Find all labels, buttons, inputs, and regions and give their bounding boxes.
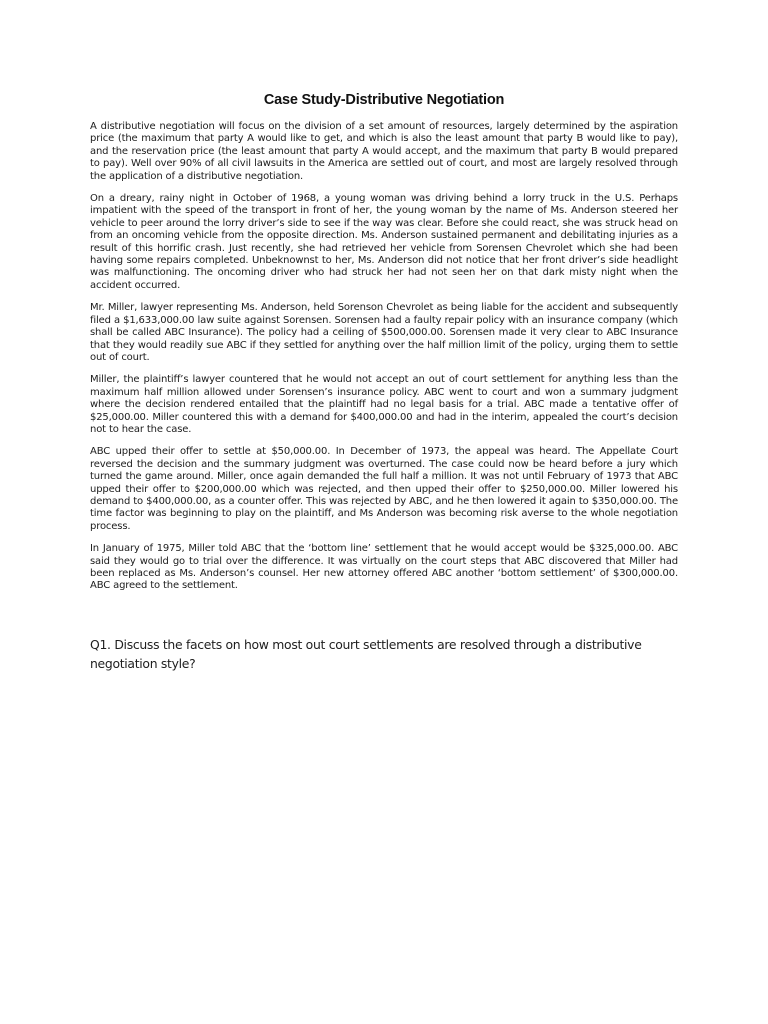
paragraph-counter-offer: Miller, the plaintiff’s lawyer countered that he would not accept an out of court settlement for anything less than the maximum half million allowed under Sorensen’s insurance policy. ABC went to court and won a summary judgment where the decision rendered entailed that the plaintiff had no legal basis for a trial. ABC made a tentative offer of $25,000.00. Miller countered this with a demand for $400,000.00 and had in the interim, appealed the court’s decision not to hear the case. — [90, 374, 678, 435]
paragraph-accident: On a dreary, rainy night in October of 1968, a young woman was driving behind a lorry truck in the U.S. Perhaps impatient with the speed of the transport in front of her, the young woman by the name of Ms. Anderson steered her vehicle to peer around the lorry driver’s side to see if the way was clear. Before she could react, she was struck head on from an oncoming vehicle from the opposite direction. Ms. Anderson sustained permanent and debilitating injuries as a result of this horrific crash. Just recently, she had retrieved her vehicle from Sorensen Chevrolet which she had been having some repairs completed. Unbeknownst to her, Ms. Anderson did not notice that her front driver’s side headlight was malfunctioning. The oncoming driver who had struck her had not seen her on that dark misty night when the accident occurred. — [90, 193, 678, 291]
document-title: Case Study-Distributive Negotiation — [263, 92, 505, 108]
paragraph-lawsuit: Mr. Miller, lawyer representing Ms. Anderson, held Sorenson Chevrolet as being liable for the accident and subsequently filed a $1,633,000.00 law suite against Sorensen. Sorensen had a faulty repair policy with an insurance company (which shall be called ABC Insurance). The policy had a ceiling of $500,000.00. Sorensen made it very clear to ABC Insurance that they would readily sue ABC if they settled for anything over the half million limit of the policy, urging them to settle out of court. — [90, 302, 678, 363]
question-heading: Q1. Discuss the facets on how most out court settlements are resolved through a distributive negotiation style? — [90, 636, 642, 671]
document-page — [90, 92, 678, 673]
paragraph-settlement: In January of 1975, Miller told ABC that the ‘bottom line’ settlement that he would accept would be $325,000.00. ABC said they would go to trial over the difference. It was virtually on the court steps that ABC discovered that Miller had been replaced as Ms. Anderson’s counsel. Her new attorney offered ABC another ‘bottom settlement’ of $300,000.00. ABC agreed to the settlement. — [90, 543, 678, 592]
paragraph-appeal: ABC upped their offer to settle at $50,000.00. In December of 1973, the appeal was heard. The Appellate Court reversed the decision and the summary judgment was overturned. The case could now be heard before a jury which turned the game around. Miller, once again demanded the full half a million. It was not until February of 1973 that ABC upped their offer to $200,000.00 which was rejected, and then upped their offer to $250,000.00. Miller lowered his demand to $400,000.00, as a counter offer. This was rejected by ABC, and he then lowered it again to $350,000.00. The time factor was beginning to play on the plaintiff, and Ms Anderson was becoming risk averse to the whole negotiation process. — [90, 446, 678, 532]
paragraph-introduction: A distributive negotiation will focus on the division of a set amount of resources, largely determined by the aspiration price (the maximum that party A would like to get, and which is also the least amount that party B would like to pay), and the reservation price (the least amount that party A would accept, and the maximum that party B would prepared to pay). Well over 90% of all civil lawsuits in the America are settled out of court, and most are largely resolved through the application of a distributive negotiation. — [90, 121, 678, 182]
